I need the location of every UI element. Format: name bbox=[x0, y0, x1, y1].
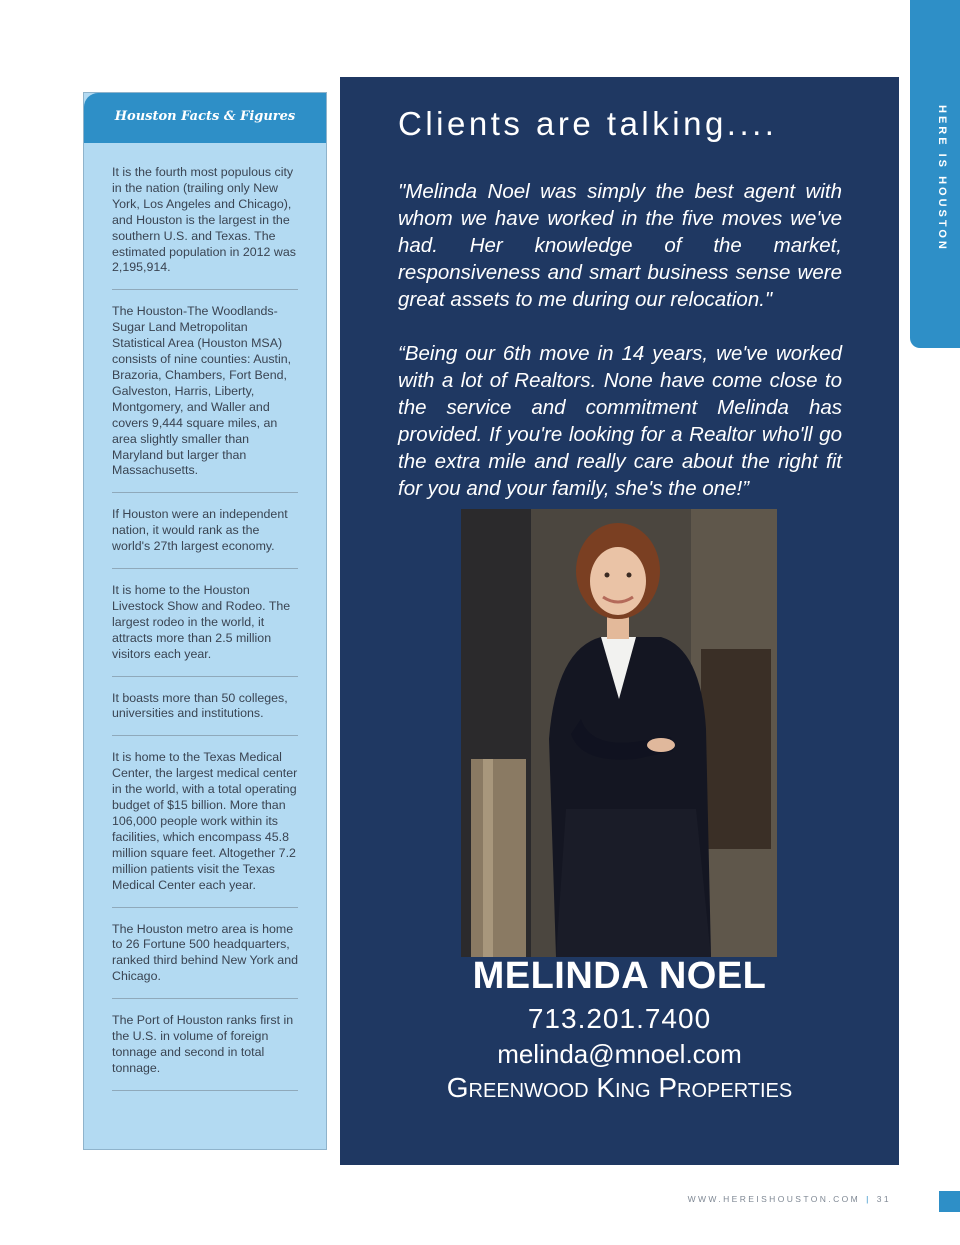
agent-phone[interactable]: 713.201.7400 bbox=[527, 1003, 712, 1034]
facts-list bbox=[112, 165, 298, 1105]
fact-item: If Houston were an independent nation, it would rank as the world's 27th largest economy. bbox=[112, 507, 298, 569]
page-footer bbox=[688, 1194, 891, 1204]
footer-separator: | bbox=[866, 1194, 871, 1204]
panel-title: Clients are talking.... bbox=[398, 105, 778, 142]
fact-item: It is the fourth most populous city in the nation (trailing only New York, Los Angeles and Chicago), and Houston is the largest in the southern U.S. and Texas. The estimated population in 2012 was 2,195,914. bbox=[112, 165, 298, 290]
sidebar-header bbox=[84, 93, 326, 143]
corner-marker bbox=[939, 1191, 960, 1212]
fact-item: It boasts more than 50 colleges, universities and institutions. bbox=[112, 691, 298, 737]
agent-company: Greenwood King Properties bbox=[446, 1072, 793, 1103]
testimonial-quote: "Melinda Noel was simply the best agent with whom we have worked in the five moves we've had. Her knowledge of the market, responsiveness and smart business sense were great assets to me during our relocation." bbox=[398, 180, 842, 311]
sidebar-title: Houston Facts & Figures bbox=[114, 109, 296, 124]
testimonial-quote: “Being our 6th move in 14 years, we've worked with a lot of Realtors. None have come close to the service and commitment Melinda has provided. If you're looking for a Realtor who'll go the extra mile and really care about the right fit for you and your family, she's the one!” bbox=[398, 342, 842, 500]
page-number: 31 bbox=[876, 1194, 891, 1204]
testimonial-panel bbox=[340, 77, 899, 1165]
facts-sidebar bbox=[83, 92, 327, 1150]
fact-item: It is home to the Houston Livestock Show and Rodeo. The largest rodeo in the world, it attracts more than 2.5 million visitors each year. bbox=[112, 583, 298, 677]
fact-item: The Port of Houston ranks first in the U.S. in volume of foreign tonnage and second in total tonnage. bbox=[112, 1013, 298, 1091]
agent-photo bbox=[461, 509, 777, 957]
agent-email[interactable]: melinda@mnoel.com bbox=[497, 1039, 742, 1069]
fact-item: The Houston metro area is home to 26 Fortune 500 headquarters, ranked third behind New York and Chicago. bbox=[112, 922, 298, 1000]
fact-item: It is home to the Texas Medical Center, the largest medical center in the world, with a total operating budget of $15 billion. More than 106,000 people work within its facilities, which encompass 45.8 million square feet. Altogether 7.2 million patients visit the Texas Medical Center each year. bbox=[112, 750, 298, 907]
section-tab bbox=[910, 0, 960, 348]
agent-name: MELINDA NOEL bbox=[472, 955, 767, 997]
section-tab-label: HERE IS HOUSTON bbox=[936, 105, 948, 252]
fact-item: The Houston-The Woodlands-Sugar Land Metropolitan Statistical Area (Houston MSA) consists of nine counties: Austin, Brazoria, Chambers, Fort Bend, Galveston, Harris, Liberty, Montgomery, and Waller and covers 9,444 square miles, an area slightly smaller than Maryland but larger than Massachusetts. bbox=[112, 304, 298, 493]
footer-url[interactable]: WWW.HEREISHOUSTON.COM bbox=[687, 1194, 861, 1204]
